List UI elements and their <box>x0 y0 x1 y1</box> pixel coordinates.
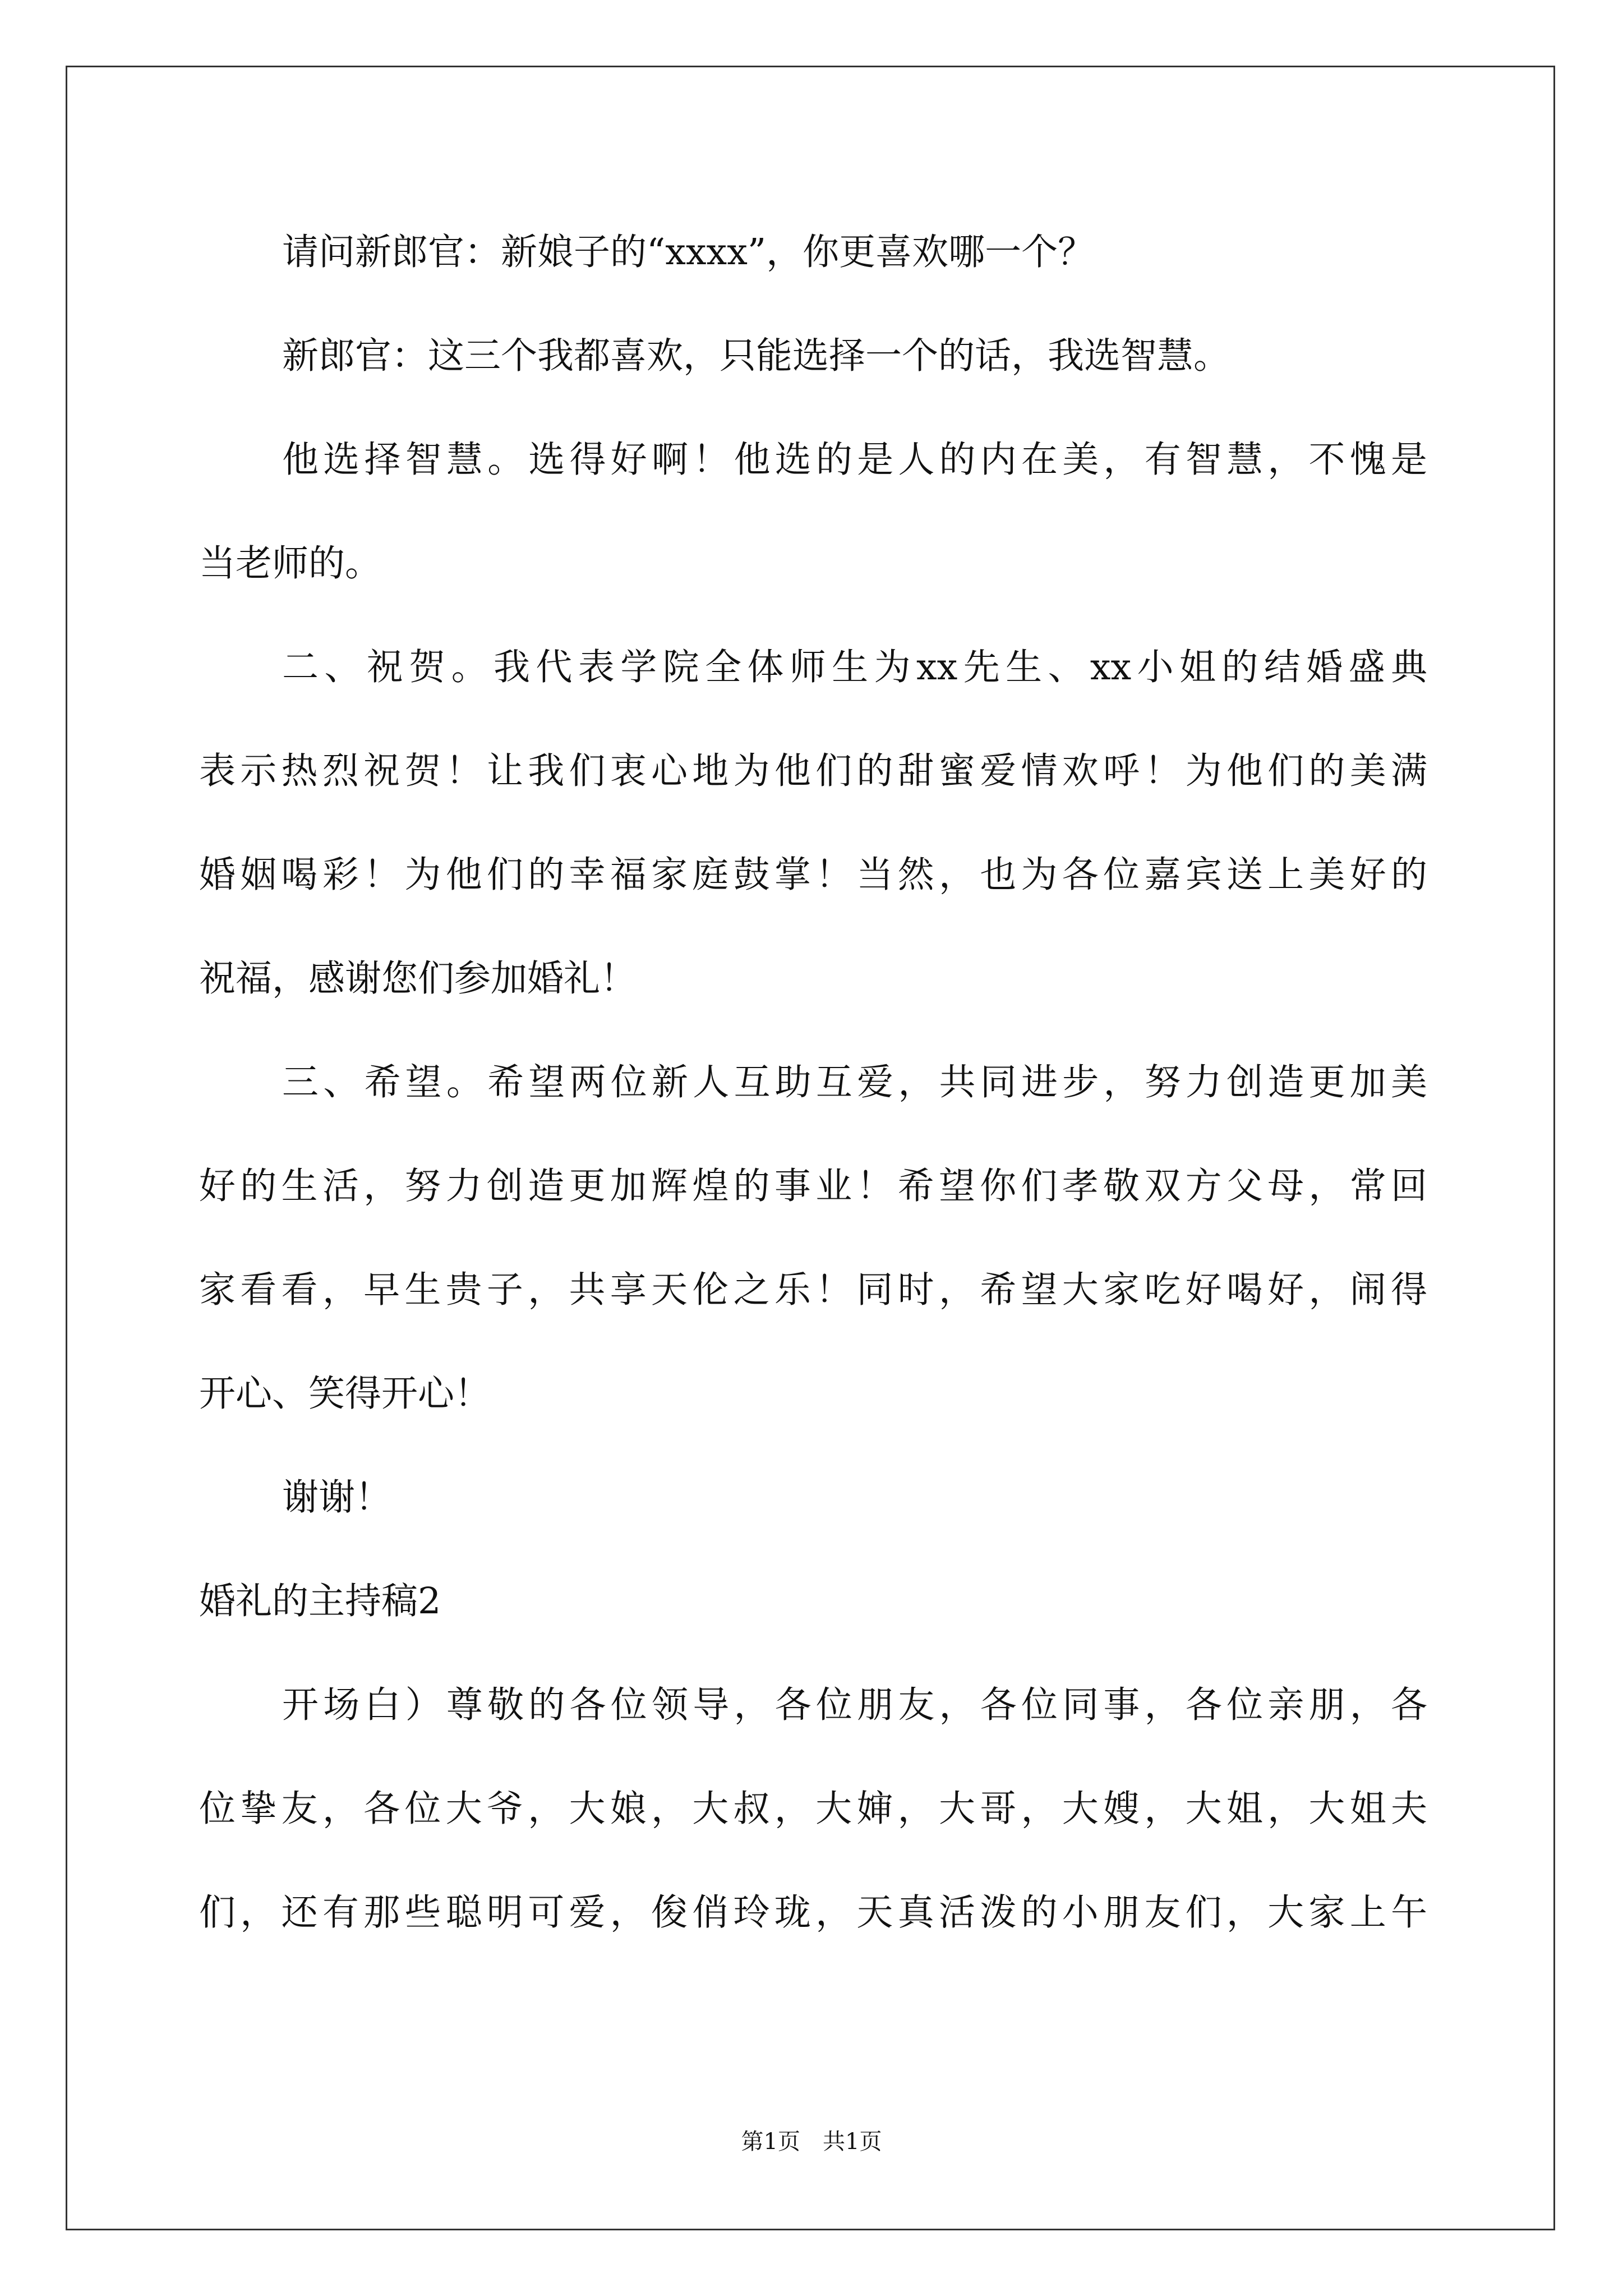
text-line: 位挚友，各位大爷，大娘，大叔，大婶，大哥，大嫂，大姐，大姐夫 <box>199 1788 1427 1830</box>
text-line: 开心、笑得开心！ <box>199 1373 491 1415</box>
text-line: 表示热烈祝贺！让我们衷心地为他们的甜蜜爱情欢呼！为他们的美满 <box>199 750 1427 792</box>
text-line: 婚姻喝彩！为他们的幸福家庭鼓掌！当然，也为各位嘉宾送上美好的 <box>199 854 1427 896</box>
text-line: 二、祝贺。我代表学院全体师生为xx先生、xx小姐的结婚盛典 <box>282 646 1427 688</box>
text-line: 他选择智慧。选得好啊！他选的是人的内在美，有智慧，不愧是 <box>282 439 1427 481</box>
text-line: 谢谢！ <box>282 1476 392 1519</box>
text-line: 三、希望。希望两位新人互助互爱，共同进步，努力创造更加美 <box>282 1061 1427 1103</box>
page-number-footer: 第1页 共1页 <box>741 2129 882 2155</box>
text-line: 新郎官：这三个我都喜欢，只能选择一个的话，我选智慧。 <box>282 335 1230 377</box>
text-line: 家看看，早生贵子，共享天伦之乐！同时，希望大家吃好喝好，闹得 <box>199 1269 1427 1311</box>
text-line: 当老师的。 <box>199 542 382 585</box>
text-line: 祝福，感谢您们参加婚礼！ <box>199 958 637 1000</box>
text-line: 请问新郎官：新娘子的“xxxx”，你更喜欢哪一个？ <box>282 231 1095 273</box>
text-line: 好的生活，努力创造更加辉煌的事业！希望你们孝敬双方父母，常回 <box>199 1165 1427 1207</box>
section-heading: 婚礼的主持稿2 <box>199 1580 441 1622</box>
text-line: 们，还有那些聪明可爱，俊俏玲珑，天真活泼的小朋友们，大家上午 <box>199 1892 1427 1934</box>
text-line: 开场白）尊敬的各位领导，各位朋友，各位同事，各位亲朋，各 <box>282 1684 1427 1726</box>
